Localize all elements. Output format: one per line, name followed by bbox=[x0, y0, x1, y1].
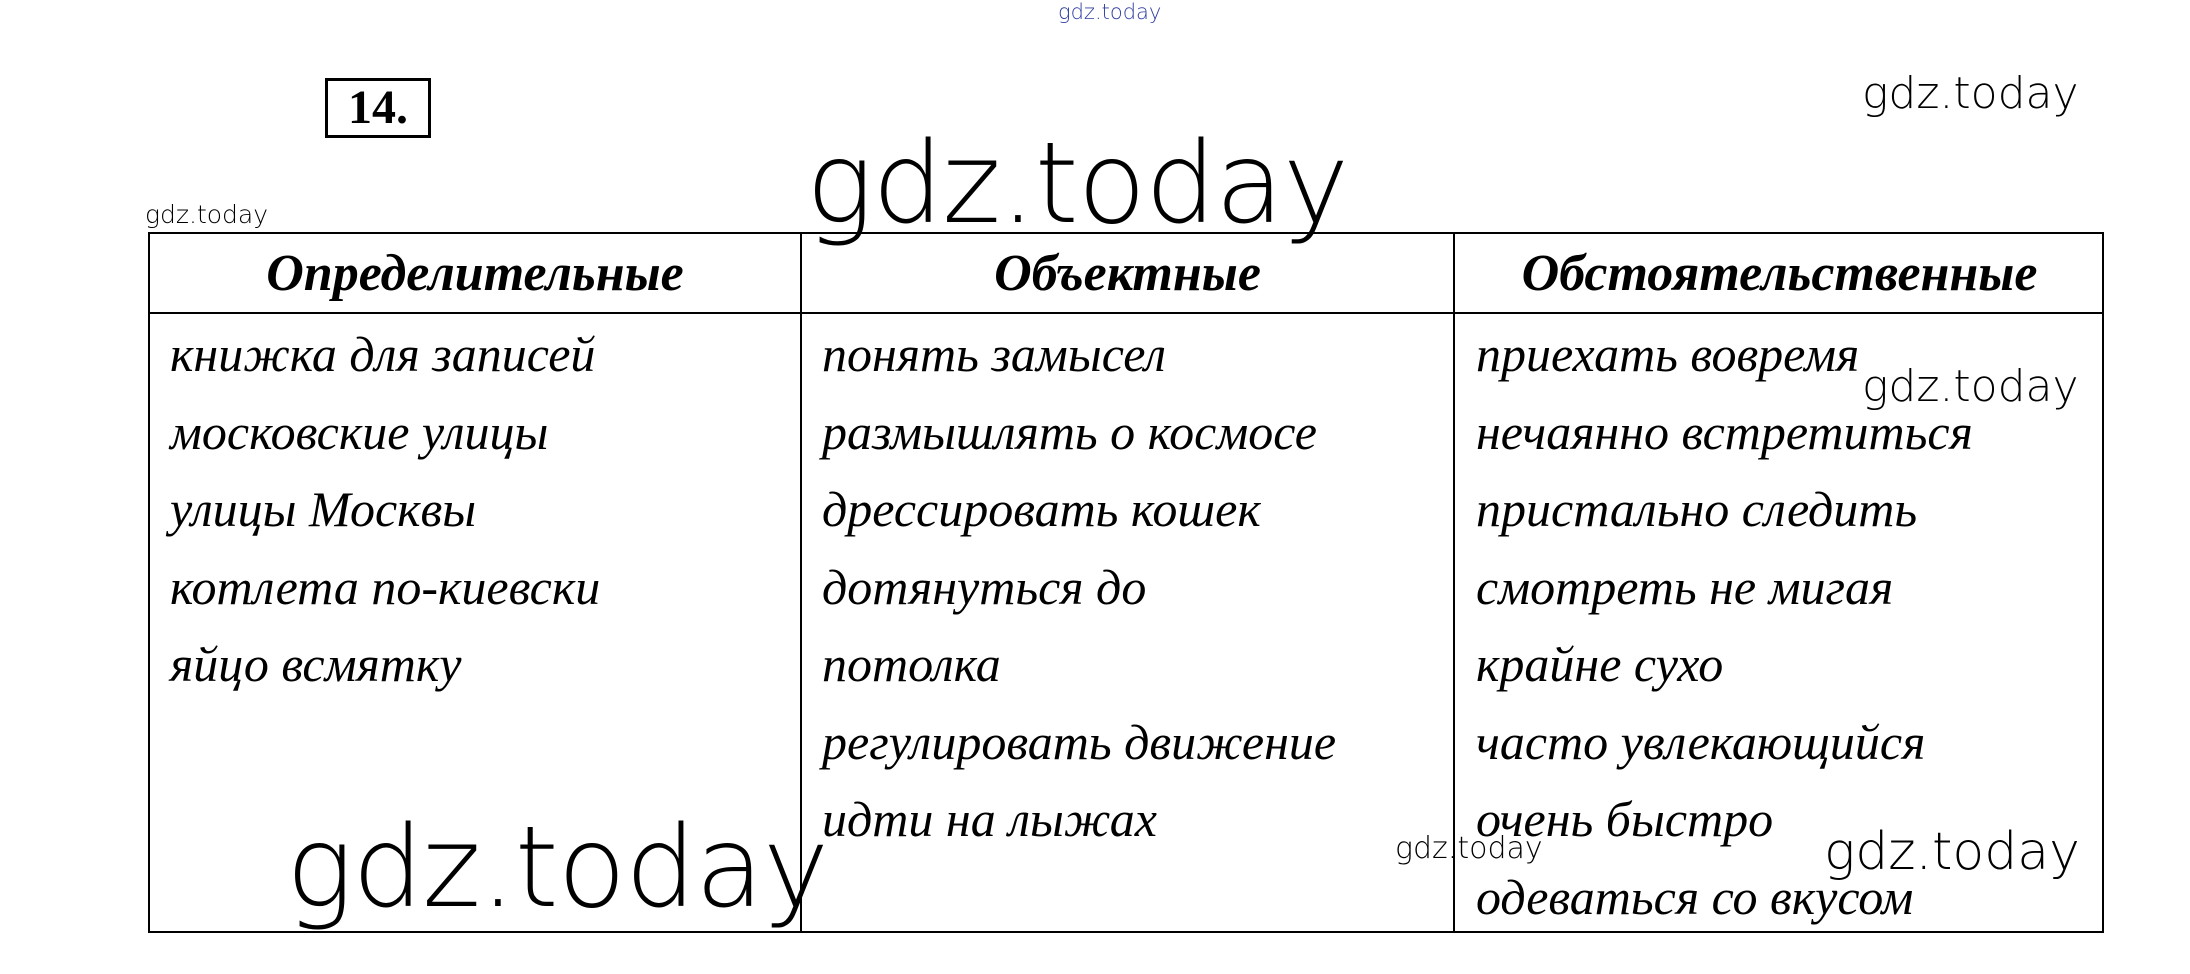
watermark-medium-bottom-right: gdz.today bbox=[1824, 822, 2080, 882]
classification-table bbox=[148, 232, 2104, 933]
column-header-objective: Объектные bbox=[994, 245, 1261, 302]
table-cell: нечаянно встретиться bbox=[1476, 403, 1973, 460]
table-cell: смотреть не мигая bbox=[1476, 558, 1894, 615]
table-cell: размышлять о космосе bbox=[822, 403, 1317, 460]
header-divider bbox=[150, 312, 2102, 314]
table-cell: дрессировать кошек bbox=[822, 481, 1261, 537]
watermark-large-bottom: gdz.today bbox=[286, 803, 829, 933]
column-items-objective bbox=[822, 316, 1336, 859]
column-divider bbox=[1453, 234, 1455, 931]
table-cell: приехать вовремя bbox=[1476, 326, 1860, 382]
table-cell: понять замысел bbox=[822, 326, 1166, 382]
watermark-small-left: gdz.today bbox=[145, 200, 269, 229]
column-items-attributive bbox=[170, 316, 600, 704]
table-cell: регулировать движение bbox=[822, 713, 1337, 770]
table-cell: дотянуться до bbox=[822, 558, 1147, 615]
table-cell: яйцо всмятку bbox=[170, 636, 462, 692]
watermark-medium-middle-right: gdz.today bbox=[1862, 361, 2079, 412]
table-cell: книжка для записей bbox=[170, 326, 596, 382]
watermark-small-bottom: gdz.today bbox=[1395, 831, 1543, 866]
watermark-medium-top-right: gdz.today bbox=[1862, 68, 2079, 119]
table-cell: идти на лыжах bbox=[822, 791, 1157, 847]
table-cell: очень быстро bbox=[1476, 791, 1774, 847]
table-cell: крайне сухо bbox=[1476, 636, 1724, 692]
table-cell: потолка bbox=[822, 636, 1001, 692]
table-cell: котлета по-киевски bbox=[170, 558, 601, 615]
table-cell: часто увлекающийся bbox=[1476, 713, 1926, 770]
column-header-attributive: Определительные bbox=[266, 245, 684, 302]
column-divider bbox=[800, 234, 802, 931]
table-cell: пристально следить bbox=[1476, 481, 1918, 537]
watermark-top: gdz.today bbox=[1058, 0, 1162, 24]
watermark-large-top: gdz.today bbox=[806, 119, 1349, 249]
table-cell: одеваться со вкусом bbox=[1476, 868, 1914, 925]
column-items-adverbial bbox=[1476, 316, 1973, 936]
task-number: 14. bbox=[325, 78, 431, 138]
table-cell: московские улицы bbox=[170, 403, 549, 460]
table-cell: улицы Москвы bbox=[170, 481, 477, 537]
column-header-adverbial: Обстоятельственные bbox=[1521, 245, 2038, 302]
